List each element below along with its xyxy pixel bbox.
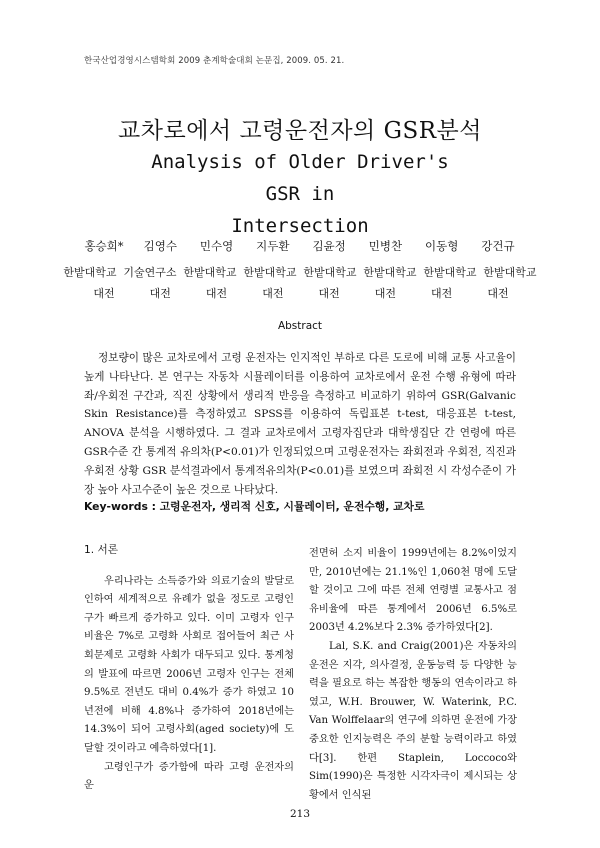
abstract-heading: Abstract xyxy=(277,320,323,332)
author-name: 지두환 xyxy=(256,239,290,253)
author-affiliation: 한밭대학교 xyxy=(483,266,537,279)
title-english-line2: Intersection xyxy=(231,215,369,237)
right-column xyxy=(309,545,517,805)
author-city: 대전 xyxy=(318,287,340,300)
section-heading: 1. 서론 xyxy=(84,544,118,556)
author-city: 대전 xyxy=(93,287,115,300)
author-affiliation: 한밭대학교 xyxy=(423,266,477,279)
author-name: 홍승희* xyxy=(84,239,124,253)
title-korean: 교차로에서 고령운전자의 GSR분석 xyxy=(118,118,482,144)
intro-paragraph-4: Lal, S.K. and Craig(2001)은 자동차의 운전은 지각, 의사결정, 운동능력 등 다양한 능력을 필요로 하는 복잡한 행동의 연속이라고 하였고, W.H. Brouwer, W. Waterink, P.C. Van Wolffelaar의 연구에 의하면 운전에 가장 중요한 인지능력은 주의 분할 능력이라고 하였다[3]. 한편 Staplein, Loccoco와 Sim(1990)은 특정한 시각자극이 제시되는 상황에서 인식된 xyxy=(309,640,517,801)
keywords xyxy=(84,499,424,514)
author-name: 김윤정 xyxy=(312,239,346,253)
author-city: 대전 xyxy=(262,287,284,300)
author-affiliation: 기술연구소 xyxy=(123,266,177,279)
author-name: 김영수 xyxy=(143,239,177,253)
keywords-text: 고령운전자, 생리적 신호, 시뮬레이터, 운전수행, 교차로 xyxy=(159,500,425,513)
author-name: 강건규 xyxy=(481,239,515,253)
intro-paragraph-2: 고령인구가 증가함에 따라 고령 운전자의 운 xyxy=(84,761,294,792)
author-name: 민수영 xyxy=(199,239,234,253)
author-city: 대전 xyxy=(149,287,171,300)
author-names xyxy=(76,238,526,254)
running-header: 한국산업경영시스템학회 2009 춘계학술대회 논문집, 2009. 05. 21. xyxy=(84,56,345,66)
author-city: 대전 xyxy=(487,287,509,300)
left-column xyxy=(84,541,294,796)
abstract-body: 정보량이 많은 교차로에서 고령 운전자는 인지적인 부하로 다른 도로에 비해 교통 사고율이 높게 나타난다. 본 연구는 자동차 시뮬레이터를 이용하여 교차로에서 운전 수행 유형에 따라 좌/우회전 구간과, 직진 상황에서 생리적 반응을 측정하고 비교하기 위하여 GSR(Galvanic Skin Resistance)를 측정하였고 SPSS를 이용하여 독립표본 t-test, 대응표본 t-test, ANOVA 분석을 시행하였다. 그 결과 교차로에서 고령자집단과 대학생집단 간 연령에 따른 GSR수준 간 통계적 유의차(P<0.01)가 인정되었으며 고령운전자는 좌회전과 우회전, 직진과 우회전 상황 GSR 분석결과에서 통계적유의차(P<0.01)를 보였으며 좌회전 시 각성수준이 가장 높아 사고수준이 높은 것으로 나타났다. xyxy=(84,352,516,496)
author-name: 이동형 xyxy=(425,239,459,253)
author-city: 대전 xyxy=(431,287,453,300)
author-name: 민병찬 xyxy=(368,239,403,253)
title-english-line1: Analysis of Older Driver's GSR in xyxy=(151,151,449,205)
author-city: 대전 xyxy=(205,287,228,300)
author-affiliation: 한밭대학교 xyxy=(63,266,117,279)
author-affiliation: 한밭대학교 xyxy=(363,266,417,279)
author-affiliations xyxy=(60,264,540,280)
author-affiliation: 한밭대학교 xyxy=(183,266,237,279)
page-number: 213 xyxy=(289,808,311,820)
keywords-label: Key-words : xyxy=(84,500,156,513)
intro-paragraph-1: 우리나라는 소득증가와 의료기술의 발달로 인하여 세계적으로 유례가 없을 정도로 고령인구가 빠르게 증가하고 있다. 이미 고령자 인구 비율은 7%로 고령화 사회로 접어들어 최근 사회문제로 고령화 사회가 대두되고 있다. 통계청의 발표에 따르면 2006년 고령자 인구는 전체 9.5%로 전년도 대비 0.4%가 증가 하였고 10년전에 비해 4.8%나 증가하여 2018년에는 14.3%이 되어 고령사회(aged society)에 도달할 것이라고 예측하였다[1]. xyxy=(84,575,294,754)
intro-paragraph-3: 전면허 소지 비율이 1999년에는 8.2%이었지만, 2010년에는 21.1%인 1,060천 명에 도달할 것이고 그에 따른 전체 연령별 교통사고 점유비율에 따른 통계에서 2006년 6.5%로 2003년 4.2%보다 2.3% 증가하였다[2]. xyxy=(309,548,517,634)
author-cities xyxy=(76,285,526,301)
title-english xyxy=(130,146,470,242)
author-affiliation: 한밭대학교 xyxy=(303,266,357,279)
author-city: 대전 xyxy=(374,287,397,300)
author-affiliation: 한밭대학교 xyxy=(243,266,297,279)
